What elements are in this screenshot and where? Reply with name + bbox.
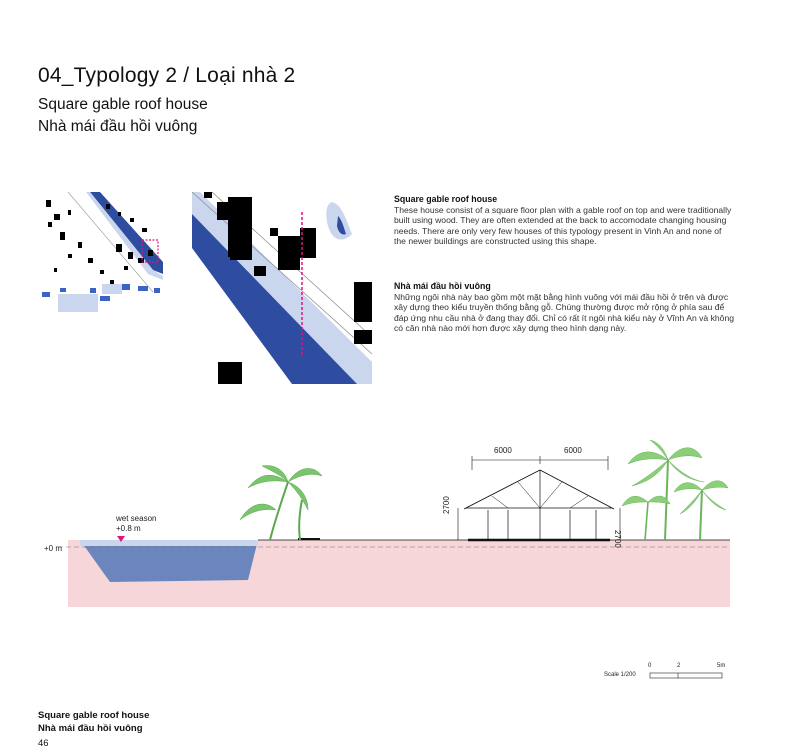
height-right: 2700 <box>613 530 622 548</box>
site-plan <box>192 192 372 384</box>
subtitle-en: Square gable roof house <box>38 96 208 113</box>
height-left: 2700 <box>442 496 451 514</box>
footer-caption-vi: Nhà mái đầu hồi vuông <box>38 723 143 734</box>
ground-level-label: +0 m <box>44 544 63 553</box>
description-vi <box>394 281 734 334</box>
page-number: 46 <box>38 738 49 749</box>
scale-label: Scale 1/200 <box>604 672 636 678</box>
description-vi-heading: Nhà mái đầu hồi vuông <box>394 281 491 291</box>
dimension-right: 6000 <box>564 446 582 455</box>
page-title: 04_Typology 2 / Loại nhà 2 <box>38 64 296 87</box>
footer-caption-en: Square gable roof house <box>38 710 150 721</box>
description-vi-body: Những ngôi nhà này bao gồm một mặt bằng hình vuông với mái đầu hồi ở trên và được xây dựng theo kiểu truyền thống bằng gỗ. Chúng thường được mở rộng ở phía sau để đáp ứng nhu cầu nhà ở đang thay đổi. Chỉ có rất ít ngôi nhà kiểu này ở Vĩnh An và không có căn nhà nào mới hơn được xây dựng theo hình dạng này. <box>394 291 734 333</box>
subtitle-vi: Nhà mái đầu hồi vuông <box>38 118 198 135</box>
wet-season-level: +0.8 m <box>116 524 141 533</box>
scale-bar <box>650 672 724 680</box>
location-map <box>38 192 168 317</box>
scale-tick-2: 2 <box>677 663 681 669</box>
wet-season-label: wet season <box>116 514 157 523</box>
scale-tick-0: 0 <box>648 663 652 669</box>
description-en-heading: Square gable roof house <box>394 194 498 204</box>
dimension-left: 6000 <box>494 446 512 455</box>
scale-tick-5: 5m <box>717 663 726 669</box>
description-en-body: These house consist of a square floor plan with a gable roof on top and were traditionally built using wood. They are often extended at the back to accomodate changing housing needs. There are only very few houses of this typology present in Vinh An and none of the newer buildings are constructed using this shape. <box>394 204 732 246</box>
description-en <box>394 194 734 247</box>
